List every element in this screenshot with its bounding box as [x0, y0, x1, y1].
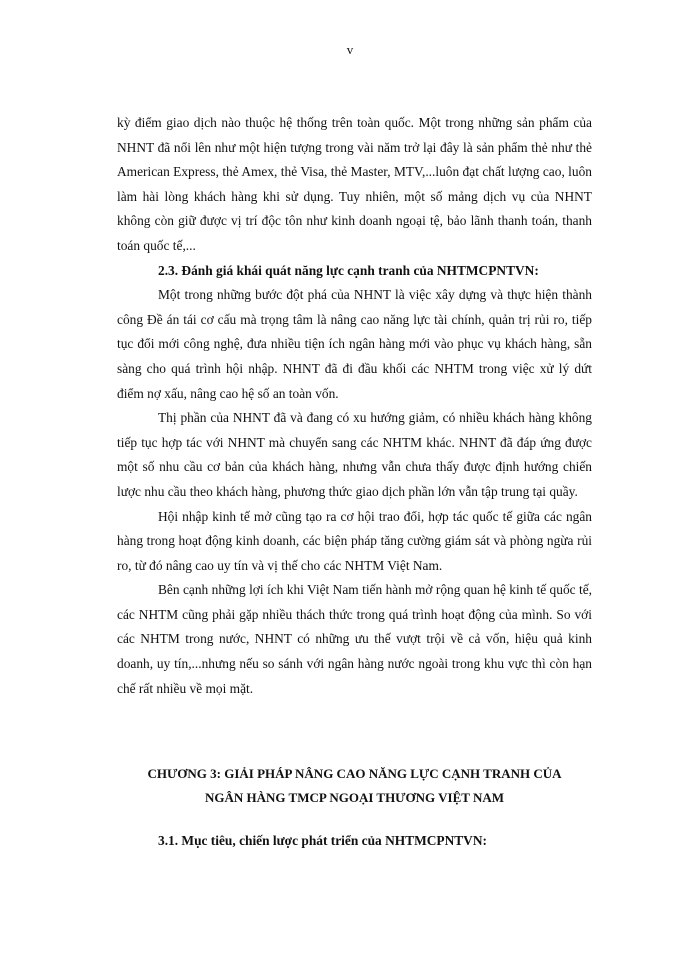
section-heading-3-1: 3.1. Mục tiêu, chiến lược phát triển của NHTMCPNTVN:	[158, 833, 487, 848]
chapter-title-line-2: NGÂN HÀNG TMCP NGOẠI THƯƠNG VIỆT NAM	[204, 790, 505, 805]
paragraph-continued: kỳ điểm giao dịch nào thuộc hệ thống trên toàn quốc. Một trong những sản phẩm của NHNT đã nổi lên như một hiện tượng trong vài năm trở lại đây là sản phẩm thẻ như thẻ American Express, thẻ Amex, thẻ Visa, thẻ Master, MTV,...luôn đạt chất lượng cao, luôn làm hài lòng khách hàng khi sử dụng. Tuy nhiên, một số mảng dịch vụ của NHNT không còn giữ được vị trí độc tôn như kinh doanh ngoại tệ, bảo lãnh thanh toán, thanh toán quốc tế,...	[117, 115, 592, 253]
paragraph-integration: Hội nhập kinh tế mở cũng tạo ra cơ hội trao đổi, hợp tác quốc tế giữa các ngân hàng trong hoạt động kinh doanh, các biện pháp tăng cường giám sát và phòng ngừa rủi ro, từ đó nâng cao uy tín và vị thế cho các NHTM Việt Nam.	[117, 508, 592, 573]
chapter-title	[117, 762, 592, 810]
paragraph-challenges: Bên cạnh những lợi ích khi Việt Nam tiến hành mở rộng quan hệ kinh tế quốc tế, các NHTM cũng phải gặp nhiều thách thức trong quá trình hoạt động của mình. So với các NHTM trong nước, NHNT có những ưu thế vượt trội về cả vốn, hiệu quả kinh doanh, uy tín,...nhưng nếu so sánh với ngân hàng nước ngoài trong khu vực thì còn hạn chế rất nhiều về mọi mặt.	[117, 582, 592, 696]
body-text	[117, 111, 592, 701]
page-number: v	[346, 42, 354, 57]
paragraph-restructuring: Một trong những bước đột phá của NHNT là việc xây dựng và thực hiện thành công Đề án tái cơ cấu mà trọng tâm là nâng cao năng lực tài chính, quản trị rủi ro, tiếp tục đổi mới công nghệ, đưa nhiều tiện ích ngân hàng mới vào phục vụ khách hàng, sẵn sàng cho quá trình hội nhập. NHNT đã đi đầu khối các NHTM trong việc xử lý dứt điểm nợ xấu, nâng cao hệ số an toàn vốn.	[117, 287, 592, 401]
chapter-title-line-1: CHƯƠNG 3: GIẢI PHÁP NÂNG CAO NĂNG LỰC CẠNH TRANH CỦA	[147, 766, 562, 781]
section-heading-2-3: 2.3. Đánh giá khái quát năng lực cạnh tranh của NHTMCPNTVN:	[158, 262, 539, 278]
paragraph-market-share: Thị phần của NHNT đã và đang có xu hướng giảm, có nhiều khách hàng không tiếp tục hợp tác với NHNT mà chuyển sang các NHTM khác. NHNT đã đáp ứng được một số nhu cầu cơ bản của khách hàng, nhưng vẫn chưa thấy được định hướng chiến lược nhu cầu theo khách hàng, phương thức giao dịch phần lớn vẫn tập trung tại quầy.	[117, 410, 592, 499]
